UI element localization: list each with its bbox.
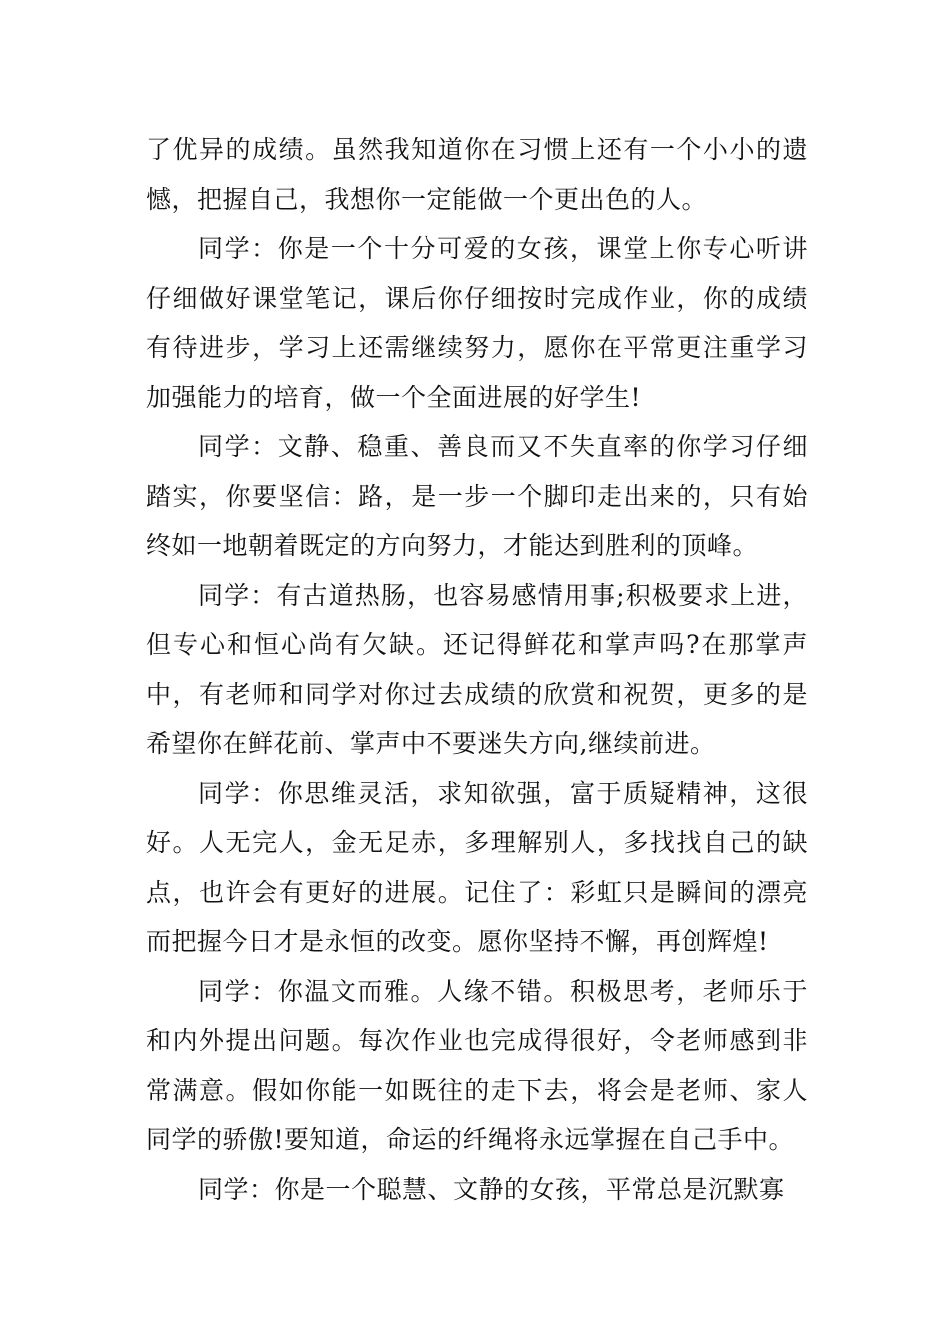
paragraph-2: 同学：你是一个十分可爱的女孩，课堂上你专心听讲仔细做好课堂笔记，课后你仔细按时完成作业，你的成绩有待进步，学习上还需继续努力，愿你在平常更注重学习加强能力的培育，做一个全面进展的好学生! — [146, 234, 808, 412]
paragraph-7: 同学：你是一个聪慧、文静的女孩，平常总是沉默寡 — [198, 1174, 785, 1204]
paragraph-5: 同学：你思维灵活，求知欲强，富于质疑精神，这很好。人无完人，金无足赤，多理解别人，多找找自己的缺点，也许会有更好的进展。记住了：彩虹只是瞬间的漂亮而把握今日才是永恒的改变。愿你坚持不懈，再创辉煌! — [146, 778, 808, 956]
paragraph-1: 了优异的成绩。虽然我知道你在习惯上还有一个小小的遗憾，把握自己，我想你一定能做一个更出色的人。 — [146, 135, 808, 214]
document-body — [146, 125, 808, 1214]
paragraph-6: 同学：你温文而雅。人缘不错。积极思考，老师乐于和内外提出问题。每次作业也完成得很好，令老师感到非常满意。假如你能一如既往的走下去，将会是老师、家人同学的骄傲!要知道，命运的纤绳将永远掌握在自己手中。 — [146, 976, 808, 1154]
paragraph-4: 同学：有古道热肠，也容易感情用事;积极要求上进，但专心和恒心尚有欠缺。还记得鲜花和掌声吗?在那掌声中，有老师和同学对你过去成绩的欣赏和祝贺，更多的是希望你在鲜花前、掌声中不要迷失方向,继续前进。 — [146, 580, 808, 758]
paragraph-3: 同学：文静、稳重、善良而又不失直率的你学习仔细踏实，你要坚信：路，是一步一个脚印走出来的，只有始终如一地朝着既定的方向努力，才能达到胜利的顶峰。 — [146, 432, 808, 560]
